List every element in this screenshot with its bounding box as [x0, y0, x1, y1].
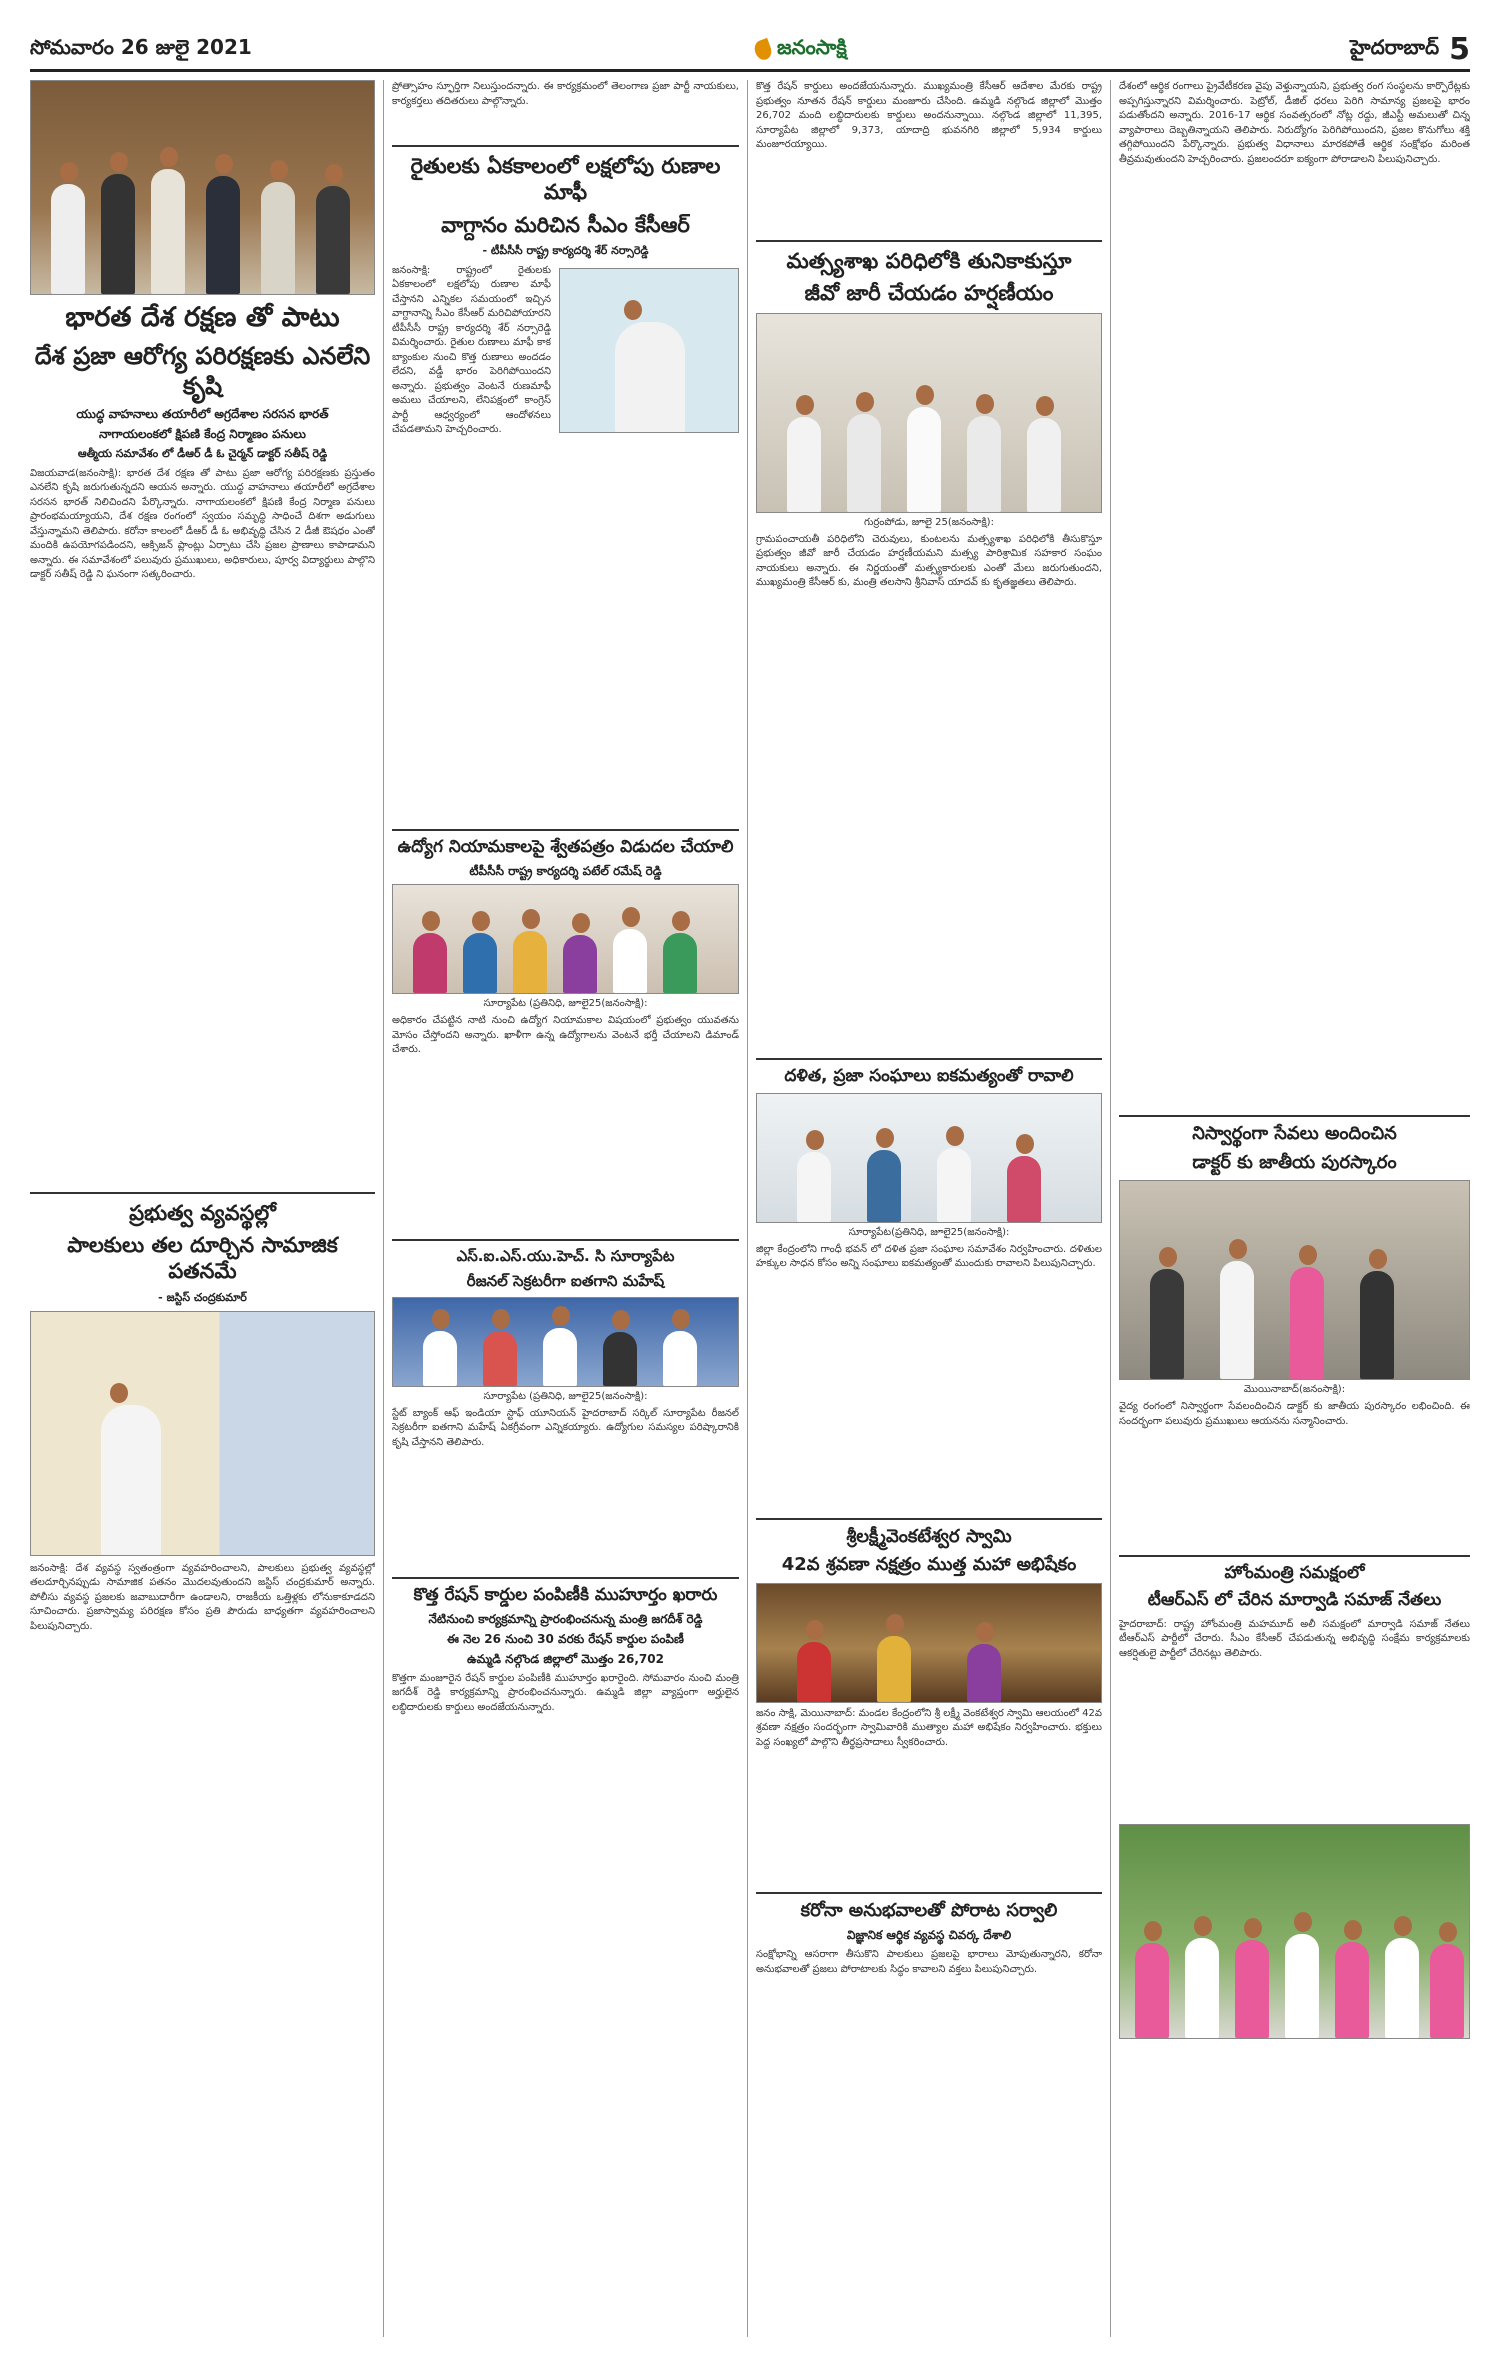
subheadline: నాగాయలంకలో క్షిపణి కేంద్ర నిర్మాణం పనులు — [99, 426, 306, 441]
edition-city: హైదరాబాద్ — [1350, 35, 1440, 59]
headline: ప్రభుత్వ వ్యవస్థల్లో — [129, 1200, 276, 1225]
subheadline: యుద్ధ వాహనాలు తయారీలో అగ్రదేశాల సరసన భారత్ — [76, 406, 329, 421]
headline: దళిత, ప్రజా సంఘాలు ఐకమత్యంతో రావాలి — [784, 1065, 1074, 1086]
temple-photo — [756, 1583, 1102, 1703]
subheadline: ఈ నెల 26 నుంచి 30 వరకు రేషన్ కార్డుల పంపిణీ — [447, 1631, 684, 1646]
column-2 — [392, 80, 739, 2337]
masthead — [30, 30, 1470, 72]
byline: - జస్టిస్ చంద్రకుమార్ — [158, 1290, 247, 1304]
article-body: గ్రామపంచాయతీ పరిధిలోని చెరువులు, కుంటలను మత్స్యశాఖ పరిధిలోకి తీసుకొస్తూ ప్రభుత్వం జీవో జారీ చేయడం హర్షణీయమని మత్స్య పారిశ్రామిక సహకార సంఘం నాయకులు అన్నారు. ఈ నిర్ణయంతో మత్స్యకారులకు ఎంతో మేలు జరుగుతుందని, ముఖ్యమంత్రి కేసీఆర్ కు, మంత్రి తలసాని శ్రీనివాస్ యాదవ్ కు కృతజ్ఞతలు తెలిపారు. — [756, 533, 1102, 588]
rule — [392, 1577, 739, 1579]
headline: మత్స్యశాఖ పరిధిలోకి తునికాకుస్తూ — [786, 249, 1072, 273]
headline: భారత దేశ రక్షణ తో పాటు — [65, 302, 340, 333]
headline: జీవో జారీ చేయడం హర్షణీయం — [804, 281, 1054, 306]
edition-date: సోమవారం 26 జులై 2021 — [30, 35, 252, 59]
edition-info — [1350, 32, 1470, 67]
rule — [392, 145, 739, 147]
headline: కరోనా అనుభవాలతో పోరాట సర్వాలి — [800, 1899, 1058, 1921]
article-body: జనం సాక్షి, మెయినాబాద్: మండల కేంద్రంలోని శ్రీ లక్ష్మీ వెంకటేశ్వర స్వామి ఆలయంలో 42వ శ్రవణా నక్షత్రం సందర్భంగా స్వామివారికి ముత్యాల మహా అభిషేకం నిర్వహించారు. భక్తులు పెద్ద సంఖ్యలో పాల్గొని తీర్థప్రసాదాలు స్వీకరించారు. — [756, 1707, 1102, 1748]
ceremony-photo — [30, 80, 375, 295]
fishermen-photo — [756, 313, 1102, 513]
subheadline: ఉమ్మడి నల్గొండ జిల్లాలో మొత్తం 26,702 — [467, 1651, 664, 1666]
rule — [392, 829, 739, 831]
felicitation-photo — [392, 1297, 739, 1387]
article-body: జిల్లా కేంద్రంలోని గాంధీ భవన్ లో దళిత ప్రజా సంఘాల సమావేశం నిర్వహించారు. దళితుల హక్కుల సాధన కోసం అన్ని సంఘాలు ఐకమత్యంతో ముందుకు రావాలని పిలుపునిచ్చారు. — [756, 1243, 1102, 1270]
headline: టీఆర్ఎస్ లో చేరిన మార్వాడి సమాజ్ నేతలు — [1147, 1590, 1442, 1611]
headline: శ్రీలక్ష్మీవెంకటేశ్వర స్వామి — [846, 1525, 1012, 1547]
page-number: 5 — [1449, 32, 1470, 67]
headline: హోంమంత్రి సమక్షంలో — [1224, 1563, 1365, 1583]
column-divider — [1110, 80, 1111, 2337]
headline: కొత్త రేషన్ కార్డుల పంపిణీకి ముహూర్తం ఖరారు — [413, 1584, 718, 1605]
headline: ఉద్యోగ నియామకాలపై శ్వేతపత్రం విడుదల చేయాలి — [397, 836, 734, 857]
photo-caption: మొయినాబాద్(జనంసాక్షి): — [1243, 1384, 1346, 1395]
subheadline: టీపీసీసీ రాష్ట్ర కార్యదర్శి పటేల్ రమేష్ రెడ్డి — [469, 864, 662, 878]
article-body: కొత్తగా మంజూరైన రేషన్ కార్డుల పంపిణీకి ముహూర్తం ఖరారైంది. సోమవారం నుంచి మంత్రి జగదీశ్ రెడ్డి కార్యక్రమాన్ని ప్రారంభించనున్నారు. ఉమ్మడి జిల్లా వ్యాప్తంగా అర్హులైన లబ్ధిదారులకు కార్డులు అందజేయనున్నారు. — [392, 1672, 739, 1713]
column-1 — [30, 80, 375, 2337]
rule — [756, 1518, 1102, 1520]
headline: ఎస్.ఐ.ఎస్.యు.హెచ్. సి సూర్యాపేట — [456, 1247, 675, 1265]
article-body: హైదరాబాద్: రాష్ట్ర హోంమంత్రి మహమూద్ అలీ సమక్షంలో మార్వాడి సమాజ్ నేతలు టీఆర్ఎస్ పార్టీలో చేరారు. సీఎం కేసీఆర్ చేపడుతున్న అభివృద్ధి సంక్షేమ కార్యక్రమాలకు ఆకర్షితులై పార్టీలో చేరినట్లు తెలిపారు. — [1119, 1618, 1470, 1659]
photo-caption: సూర్యాపేట (ప్రతినిధి, జూలై25(జనంసాక్షి): — [483, 998, 648, 1009]
column-3 — [756, 80, 1102, 2337]
leaf-icon — [752, 37, 774, 61]
article-body: అధికారం చేపట్టిన నాటి నుంచి ఉద్యోగ నియామకాల విషయంలో ప్రభుత్వం యువతను మోసం చేస్తోందని అన్నారు. ఖాళీగా ఉన్న ఉద్యోగాలను వెంటనే భర్తీ చేయాలని డిమాండ్ చేశారు. — [392, 1015, 739, 1055]
byline: - టీపీసీసీ రాష్ట్ర కార్యదర్శి శేర్ నర్సారెడ్డి — [482, 243, 649, 257]
article-body: వైద్య రంగంలో నిస్వార్థంగా సేవలందించిన డాక్టర్ కు జాతీయ పురస్కారం లభించింది. ఈ సందర్భంగా పలువురు ప్రముఖులు ఆయనను సన్మానించారు. — [1119, 1401, 1470, 1427]
rule — [1119, 1555, 1470, 1557]
rule — [1119, 1115, 1470, 1117]
rule — [756, 240, 1102, 242]
headline: దేశ ప్రజా ఆరోగ్య పరిరక్షణకు ఎనలేని కృషి — [34, 341, 371, 400]
headline: రీజనల్ సెక్రటరీగా ఐతగాని మహేష్ — [466, 1271, 665, 1290]
article-body: ప్రోత్సాహం స్ఫూర్తిగా నిలుస్తుందన్నారు. ఈ కార్యక్రమంలో తెలంగాణ ప్రజా పార్టీ నాయకులు, కార్యకర్తలు తదితరులు పాల్గొన్నారు. — [392, 81, 739, 107]
award-photo — [1119, 1180, 1470, 1380]
newspaper-name: జనంసాక్షి — [776, 35, 847, 59]
rule — [756, 1892, 1102, 1894]
article-body: జనంసాక్షి: రాష్ట్రంలో రైతులకు ఏకకాలంలో లక్షలోపు రుణాల మాఫీ చేస్తానని ఎన్నికల సమయంలో ఇచ్చిన వాగ్దానాన్ని సీఎం కేసీఆర్ మరిచిపోయారని టీపీసీసీ రాష్ట్ర కార్యదర్శి శేర్ నర్సారెడ్డి విమర్శించారు. రైతుల రుణాలు మాఫీ కాక బ్యాంకుల నుంచి కొత్త రుణాలు అందడం లేదని, వడ్డీ భారం పెరిగిపోయిందని అన్నారు. ప్రభుత్వం వెంటనే రుణమాఫీ అమలు చేయాలని, లేనిపక్షంలో కాంగ్రెస్ పార్టీ ఆధ్వర్యంలో ఆందోళనలు చేపడతామని హెచ్చరించారు. — [392, 264, 551, 436]
headline: నిస్వార్థంగా సేవలు అందించిన — [1192, 1123, 1397, 1144]
article-body: జనంసాక్షి: దేశ వ్యవస్థ స్వతంత్రంగా వ్యవహరించాలని, పాలకులు ప్రభుత్వ వ్యవస్థల్లో తలదూర్చినప్పుడు సామాజిక పతనం మొదలవుతుందని జస్టిస్ చంద్రకుమార్ అన్నారు. పోలీసు వ్యవస్థ ప్రజలకు జవాబుదారీగా ఉండాలని, రాజకీయ ఒత్తిళ్లకు లోనుకాకూడదని సూచించారు. ప్రజాస్వామ్య పరిరక్షణ కోసం ప్రతి పౌరుడు బాధ్యతగా వ్యవహరించాలని పిలుపునిచ్చారు. — [30, 1562, 375, 1632]
photo-caption: సూర్యాపేట (ప్రతినిధి, జూలై25(జనంసాక్షి): — [483, 1390, 648, 1402]
headline: 42వ శ్రవణా నక్షత్రం ముత్త మహా అభిషేకం — [781, 1554, 1077, 1576]
group-photo — [1119, 1824, 1470, 2039]
meeting-photo — [756, 1093, 1102, 1223]
article-body: విజయవాడ(జనంసాక్షి): భారత దేశ రక్షణ తో పాటు ప్రజా ఆరోగ్య పరిరక్షణకు ప్రస్తుతం ఎనలేని కృషి జరుగుతున్నదని ఆయన అన్నారు. యుద్ధ వాహనాలు తయారీలో అగ్రదేశాల సరసన భారత్ నిలిచిందని పేర్కొన్నారు. నాగాయలంకలో క్షిపణి కేంద్ర నిర్మాణ పనులు ప్రారంభమయ్యాయని, దేశ రక్షణ రంగంలో స్వయం సమృద్ధి సాధించే దిశగా అడుగులు వేస్తున్నామని తెలిపారు. కరోనా కాలంలో డీఆర్ డీ ఓ అభివృద్ధి చేసిన 2 డీజీ ఔషధం ఎంతో మందికి ఉపయోగపడిందని, ఆక్సిజన్ ప్లాంట్లు ఏర్పాటు చేసి ప్రజల ప్రాణాలు కాపాడామని అన్నారు. ఈ సమావేశంలో పలువురు ప్రముఖులు, అధికారులు, పూర్వ విద్యార్థులు పాల్గొని డాక్టర్ సతీష్ రెడ్డి ని ఘనంగా సత్కరించారు. — [30, 467, 375, 581]
speaker-photo — [30, 1311, 375, 1556]
article-body: స్టేట్ బ్యాంక్ ఆఫ్ ఇండియా స్టాఫ్ యూనియన్ హైదరాబాద్ సర్కిల్ సూర్యాపేట రీజనల్ సెక్రటరీగా ఐతగాని మహేష్ ఏకగ్రీవంగా ఎన్నికయ్యారు. ఉద్యోగుల సమస్యల పరిష్కారానికి కృషి చేస్తానని తెలిపారు. — [392, 1407, 739, 1448]
column-divider — [383, 80, 384, 2337]
portrait-photo — [559, 268, 739, 433]
headline: రైతులకు ఏకకాలంలో లక్షలోపు రుణాల మాఫీ — [410, 154, 721, 205]
headline: పాలకులు తల దూర్చిన సామాజిక పతనమే — [67, 1233, 338, 1284]
article-body: సంక్షోభాన్ని ఆసరాగా తీసుకొని పాలకులు ప్రజలపై భారాలు మోపుతున్నారని, కరోనా అనుభవాలతో ప్రజలు పోరాటాలకు సిద్ధం కావాలని వక్తలు పిలుపునిచ్చారు. — [756, 1949, 1102, 1975]
photo-caption: సూర్యాపేట(ప్రతినిధి, జూలై25(జనంసాక్షి): — [848, 1226, 1010, 1238]
article-body: దేశంలో ఆర్థిక రంగాలు ప్రైవేటీకరణ వైపు వెళ్తున్నాయని, ప్రభుత్వ రంగ సంస్థలను కార్పొరేట్లకు అప్పగిస్తున్నారని విమర్శించారు. పెట్రోల్, డీజిల్ ధరలు పెరిగి సామాన్య ప్రజలపై భారం పడుతోందని అన్నారు. 2016-17 ఆర్థిక సంవత్సరంలో నోట్ల రద్దు, జీఎస్టీ అమలుతో చిన్న వ్యాపారాలు దెబ్బతిన్నాయని తెలిపారు. నిరుద్యోగం పెరిగిపోయిందని, ప్రజల కొనుగోలు శక్తి తగ్గిపోయిందని పేర్కొన్నారు. ప్రభుత్వ విధానాలు మారకపోతే ఆర్థిక సంక్షోభం మరింత తీవ్రమవుతుందని హెచ్చరించారు. ప్రజలందరూ ఐక్యంగా పోరాడాలని పిలుపునిచ్చారు. — [1119, 81, 1470, 165]
column-divider — [747, 80, 748, 2337]
article-body: కొత్త రేషన్ కార్డులు అందజేయనున్నారు. ముఖ్యమంత్రి కేసీఆర్ ఆదేశాల మేరకు రాష్ట్ర ప్రభుత్వం నూతన రేషన్ కార్డులు మంజూరు చేసింది. ఉమ్మడి నల్గొండ జిల్లాలో మొత్తం 26,702 మంది లబ్ధిదారులకు కార్డులు అందనున్నాయి. నల్గొండ జిల్లాలో 11,395, సూర్యాపేట జిల్లాలో 9,373, యాదాద్రి భువనగిరి జిల్లాలో 5,934 కార్డులు మంజూరయ్యాయి. — [756, 81, 1102, 150]
rule — [392, 1239, 739, 1241]
headline: డాక్టర్ కు జాతీయ పురస్కారం — [1192, 1151, 1397, 1173]
rule — [756, 1058, 1102, 1060]
subheadline: విజ్ఞానిక ఆర్థిక వ్యవస్థ చివర్క దేశాలి — [846, 1928, 1012, 1943]
headline: వాగ్దానం మరిచిన సీఎం కేసీఆర్ — [441, 212, 690, 237]
newspaper-logo — [755, 35, 847, 64]
meeting-photo — [392, 884, 739, 994]
byline: ఆత్మీయ సమావేశం లో డీఆర్ డీ ఓ చైర్మన్ డాక్టర్ సతీష్ రెడ్డి — [77, 446, 328, 460]
column-4 — [1119, 80, 1470, 2337]
rule — [30, 1192, 375, 1194]
subheadline: నేటినుంచి కార్యక్రమాన్ని ప్రారంభించనున్న మంత్రి జగదీశ్ రెడ్డి — [428, 1611, 703, 1626]
photo-caption: గుర్రంపోడు, జూలై 25(జనంసాక్షి): — [864, 516, 994, 528]
